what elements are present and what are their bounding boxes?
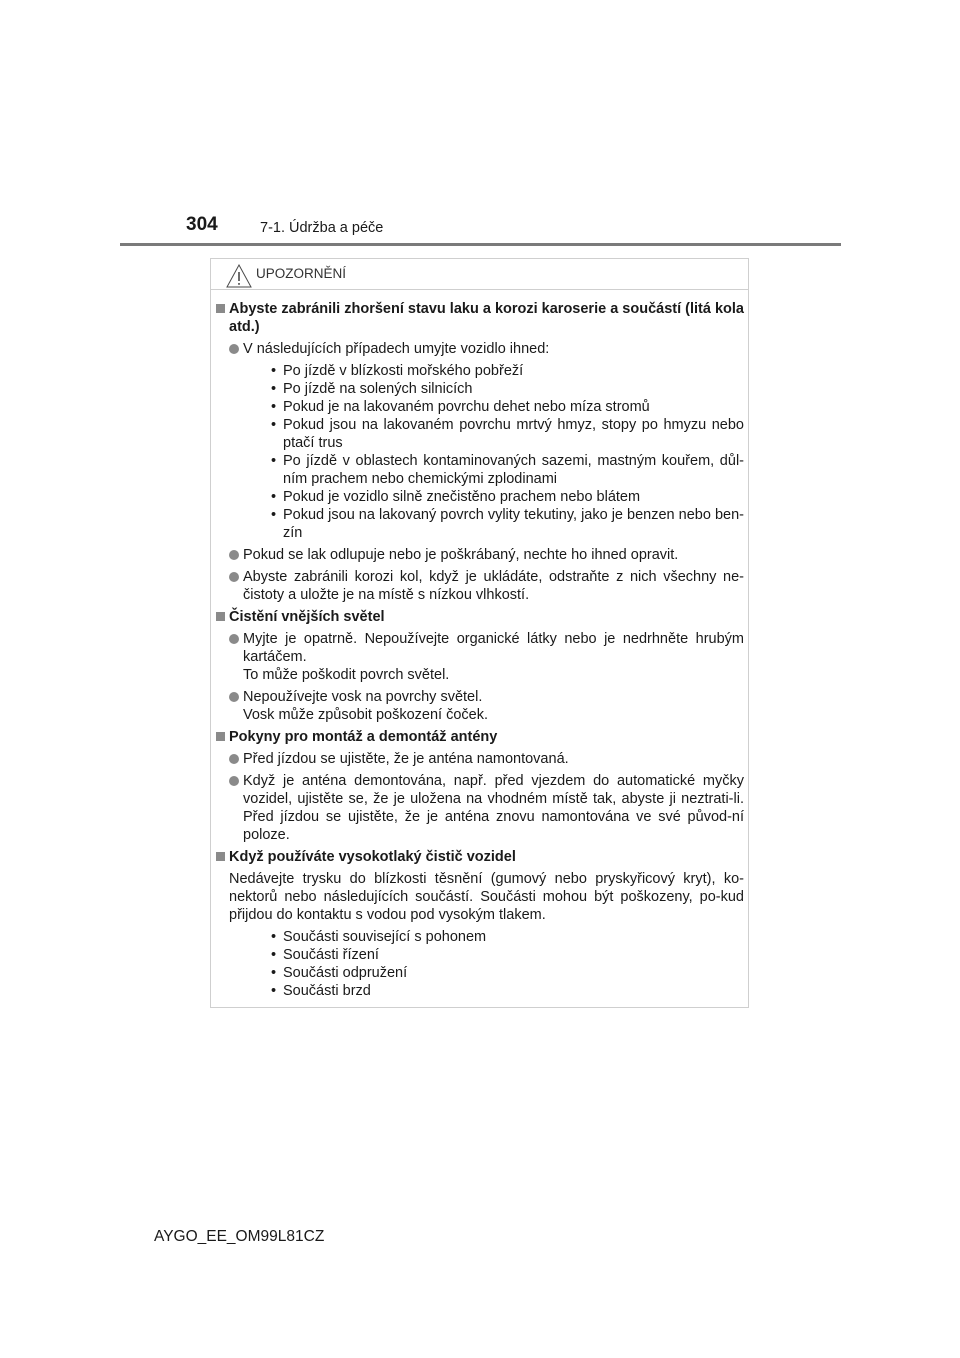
section-paragraph: Nedávejte trysku do blízkosti těsnění (gumový nebo pryskyřicový kryt), ko-nektorů nebo následujících součástí. Součásti mohou být poškozeny, po-kud přijdou do kontaktu s vodou pod vysokým tlakem. [229, 871, 744, 923]
warning-triangle-icon [226, 264, 252, 288]
dash-item: • Součásti brzd [271, 982, 744, 1000]
warning-box [210, 258, 749, 1008]
warning-header [211, 259, 748, 289]
bullet-item: Pokud se lak odlupuje nebo je poškrábaný, nechte ho ihned opravit. [216, 546, 744, 564]
bullet-item: Před jízdou se ujistěte, že je anténa namontovaná. [216, 750, 744, 768]
warning-separator [211, 289, 748, 290]
section-heading: Čistění vnějších světel [216, 608, 744, 626]
footer-code: AYGO_EE_OM99L81CZ [154, 1228, 325, 1245]
dash-list [216, 928, 744, 1000]
page-number: 304 [186, 214, 218, 235]
warning-content [216, 300, 744, 1004]
section-heading: Pokyny pro montáž a demontáž antény [216, 728, 744, 746]
bullet-text: Myjte je opatrně. Nepoužívejte organické látky nebo je nedrhněte hrubým kartáčem. [243, 631, 744, 665]
bullet-item [216, 688, 744, 724]
header-rule [120, 243, 841, 246]
section-heading: Když používáte vysokotlaký čistič vozidel [216, 848, 744, 866]
dash-item: • Součásti odpružení [271, 964, 744, 982]
dash-item: • Po jízdě v blízkosti mořského pobřeží [271, 362, 744, 380]
bullet-item: V následujících případech umyjte vozidlo ihned: [216, 340, 744, 358]
section-title: 7-1. Údržba a péče [260, 220, 384, 236]
dash-item: • Pokud jsou na lakovaný povrch vylity tekutiny, jako je benzen nebo ben-zín [271, 506, 744, 542]
section-heading: Abyste zabránili zhoršení stavu laku a korozi karoserie a součástí (litá kola atd.) [216, 300, 744, 336]
bullet-item: Když je anténa demontována, např. před vjezdem do automatické myčky vozidel, ujistěte se, že je uložena na vhodném místě tak, abyste ji neztrati-li. Před jízdou se ujistěte, že je anténa znovu namontována ve své původ-ní poloze. [216, 772, 744, 844]
bullet-item: Abyste zabránili korozi kol, když je ukládáte, odstraňte z nich všechny ne-čistoty a uložte je na místě s nízkou vlhkostí. [216, 568, 744, 604]
dash-item: • Pokud je na lakovaném povrchu dehet nebo míza stromů [271, 398, 744, 416]
dash-item: • Pokud je vozidlo silně znečistěno prachem nebo blátem [271, 488, 744, 506]
bullet-text-secondary: Vosk může způsobit poškození čoček. [243, 707, 489, 723]
dash-item: • Po jízdě na solených silnicích [271, 380, 744, 398]
dash-item: • Součásti související s pohonem [271, 928, 744, 946]
warning-title: UPOZORNĚNÍ [256, 266, 347, 281]
dash-list [216, 362, 744, 542]
dash-item: • Součásti řízení [271, 946, 744, 964]
bullet-text: Nepoužívejte vosk na povrchy světel. [243, 689, 483, 705]
dash-item: • Po jízdě v oblastech kontaminovaných sazemi, mastným kouřem, důl-ním prachem nebo chemickými zplodinami [271, 452, 744, 488]
dash-item: • Pokud jsou na lakovaném povrchu mrtvý hmyz, stopy po hmyzu nebo ptačí trus [271, 416, 744, 452]
bullet-item [216, 630, 744, 684]
bullet-text-secondary: To může poškodit povrch světel. [243, 667, 450, 683]
